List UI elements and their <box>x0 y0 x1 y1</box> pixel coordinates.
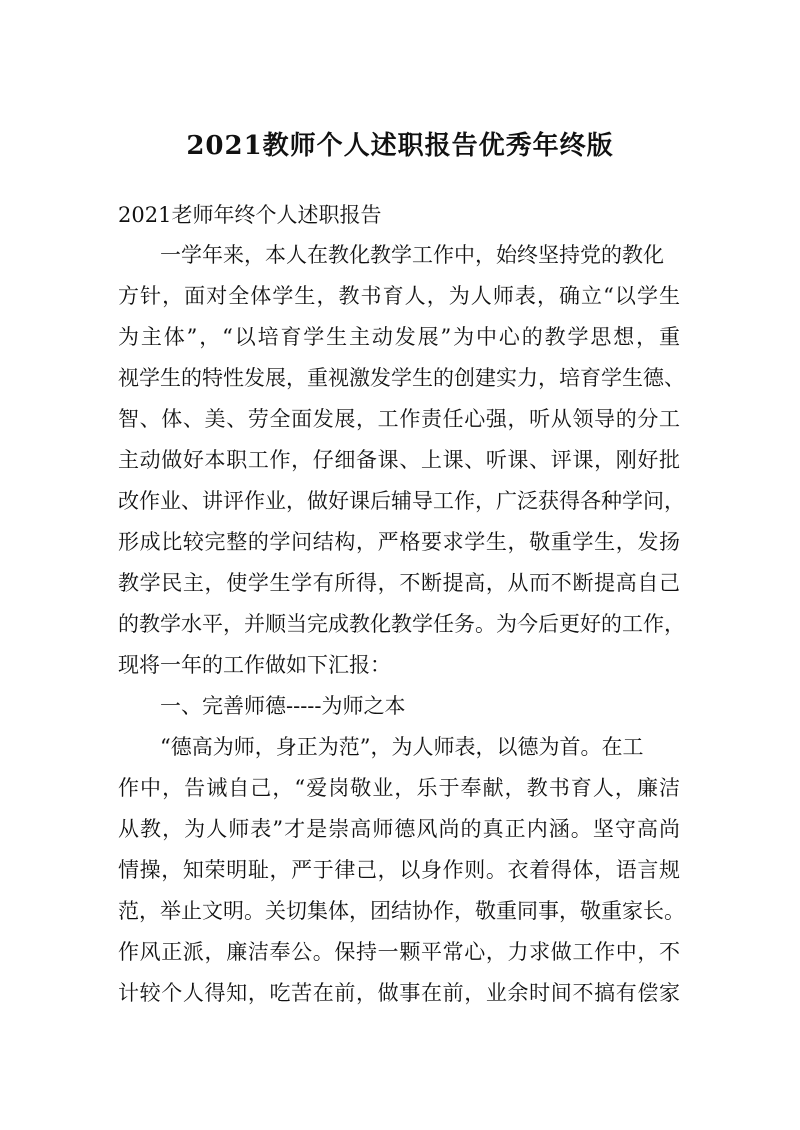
paragraph-line: 视学生的特性发展，重视激发学生的创建实力，培育学生德、 <box>118 366 685 390</box>
paragraph-line: 从教，为人师表”才是崇高师德风尚的真正内涵。坚守高尚 <box>118 817 680 841</box>
paragraph-line: 方针，面对全体学生，教书育人，为人师表，确立“以学生 <box>118 284 680 308</box>
document-subtitle: 2021老师年终个人述职报告 <box>118 203 382 227</box>
paragraph-line: 改作业、讲评作业，做好课后辅导工作，广泛获得各种学问， <box>118 489 685 513</box>
paragraph-line: 一学年来，本人在教化教学工作中，始终坚持党的教化 <box>160 243 664 267</box>
document-title: 2021教师个人述职报告优秀年终版 <box>186 131 614 161</box>
paragraph-line: 作中，告诫自己，“爱岗敬业，乐于奉献，教书育人，廉洁 <box>118 776 680 800</box>
paragraph-line: 形成比较完整的学问结构，严格要求学生，敬重学生，发扬 <box>118 530 680 554</box>
paragraph-line: 为主体”，“以培育学生主动发展”为中心的教学思想，重 <box>118 325 680 349</box>
paragraph-line: 计较个人得知，吃苦在前，做事在前，业余时间不搞有偿家 <box>118 981 680 1005</box>
paragraph-line: 的教学水平，并顺当完成教化教学任务。为今后更好的工作， <box>118 612 685 636</box>
paragraph-line: “德高为师，身正为范”，为人师表，以德为首。在工 <box>160 735 644 759</box>
section-heading: 一、完善师德-----为师之本 <box>160 694 406 718</box>
paragraph-line: 现将一年的工作做如下汇报： <box>118 653 391 677</box>
paragraph-line: 教学民主，使学生学有所得，不断提高，从而不断提高自己 <box>118 571 680 595</box>
paragraph-line: 作风正派，廉洁奉公。保持一颗平常心，力求做工作中，不 <box>118 940 680 964</box>
paragraph-line: 范，举止文明。关切集体，团结协作，敬重同事，敬重家长。 <box>118 899 685 923</box>
paragraph-line: 情操，知荣明耻，严于律己，以身作则。衣着得体，语言规 <box>118 858 680 882</box>
paragraph-line: 主动做好本职工作，仔细备课、上课、听课、评课，刚好批 <box>118 448 680 472</box>
paragraph-line: 智、体、美、劳全面发展，工作责任心强，听从领导的分工 <box>118 407 680 431</box>
